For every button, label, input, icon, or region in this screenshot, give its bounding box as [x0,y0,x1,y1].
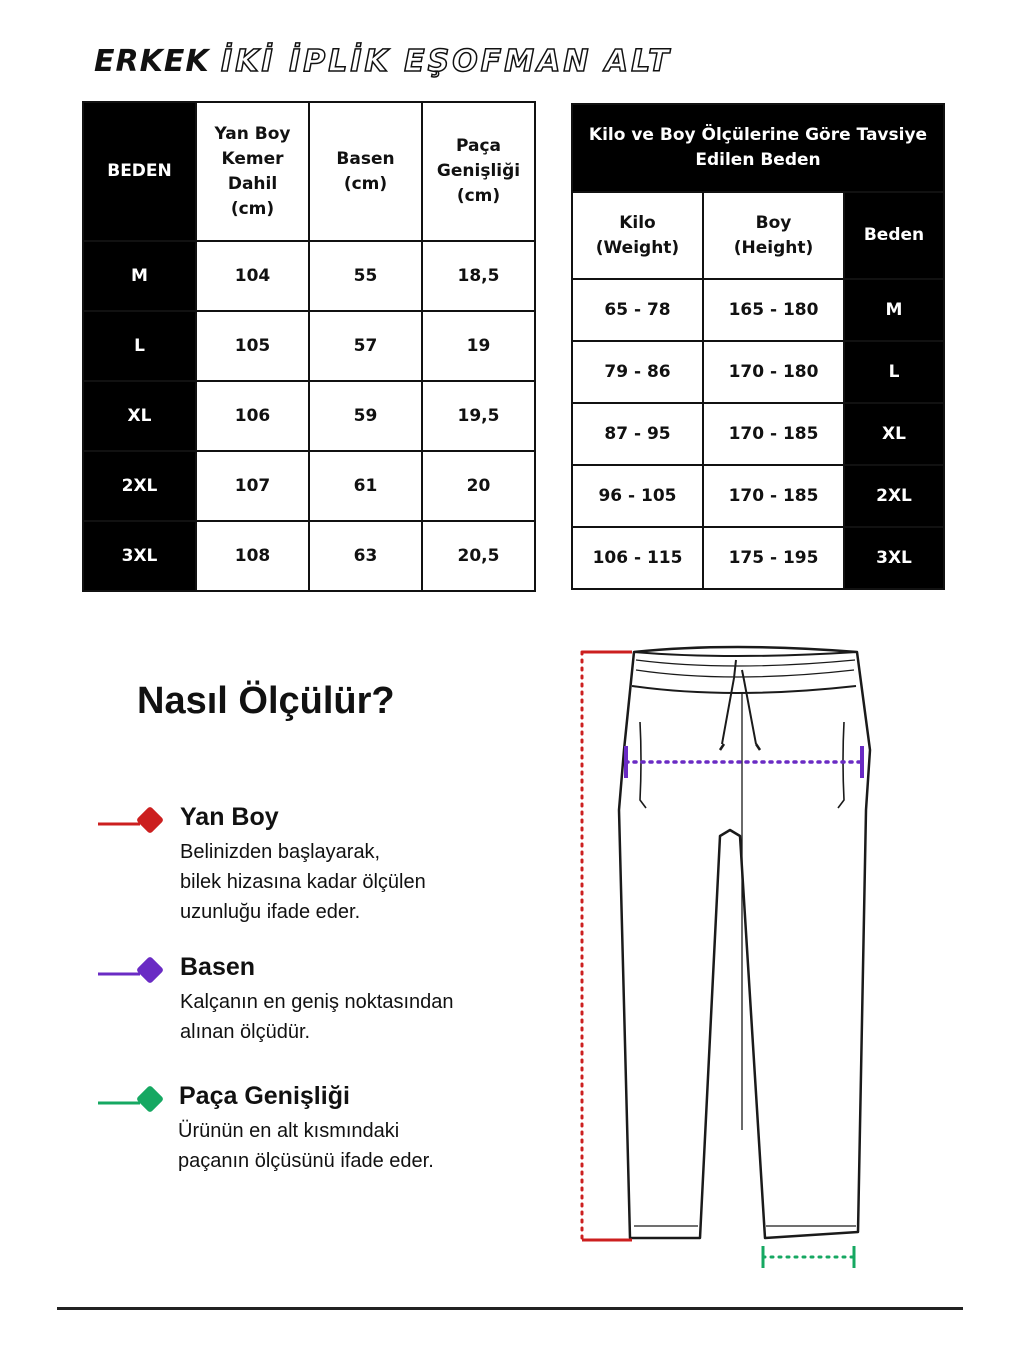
red-marker-icon [96,803,176,847]
size-label: 2XL [83,451,196,521]
column-header: Paça Genişliği (cm) [422,102,535,241]
title-outline: İKİ İPLİK EŞOFMAN ALT [221,44,672,79]
column-header: Kilo (Weight) [572,192,703,279]
table-cell: 79 - 86 [572,341,703,403]
legend-line: Belinizden başlayarak, [180,841,381,863]
legend-line: paçanın ölçüsünü ifade eder. [178,1150,434,1172]
pants-illustration [570,640,880,1280]
legend-basen [96,953,536,1043]
paca-measure-line [763,1246,854,1268]
table-cell: 20,5 [422,521,535,591]
table-row [83,451,535,521]
basen-measure-line [626,746,862,778]
table-cell: 19 [422,311,535,381]
size-table-header [83,102,535,241]
legend-paca [96,1082,536,1172]
recommendation-table [571,103,945,590]
size-label: M [844,279,944,341]
table-row [572,465,944,527]
table-cell: 170 - 185 [703,465,844,527]
column-header: Beden [844,192,944,279]
table-row [572,527,944,589]
title-bold: ERKEK [94,44,210,79]
table-cell: 106 [196,381,309,451]
table-cell: 175 - 195 [703,527,844,589]
table-cell: 57 [309,311,422,381]
table-cell: 18,5 [422,241,535,311]
size-label: M [83,241,196,311]
size-label: XL [83,381,196,451]
purple-marker-icon [96,953,176,997]
recommendation-header [572,192,944,279]
recommendation-title-row [572,104,944,192]
table-row [83,521,535,591]
table-cell: 108 [196,521,309,591]
column-header: Basen (cm) [309,102,422,241]
size-label: L [83,311,196,381]
pants-outline [619,647,870,1238]
table-row [572,341,944,403]
table-cell: 107 [196,451,309,521]
legend-title: Yan Boy [180,803,279,831]
green-marker-icon [96,1082,176,1126]
legend-line: Kalçanın en geniş noktasından [180,991,454,1013]
legend-description [180,987,454,1047]
size-label: XL [844,403,944,465]
legend-description [178,1116,434,1176]
column-header: Boy (Height) [703,192,844,279]
table-cell: 96 - 105 [572,465,703,527]
bottom-divider [57,1307,963,1310]
size-label: 3XL [844,527,944,589]
table-cell: 170 - 180 [703,341,844,403]
table-row [572,403,944,465]
column-header: BEDEN [83,102,196,241]
legend-line: alınan ölçüdür. [180,1021,311,1043]
legend-title: Paça Genişliği [179,1082,350,1110]
size-label: 3XL [83,521,196,591]
table-cell: 106 - 115 [572,527,703,589]
legend-line: bilek hizasına kadar ölçülen [180,871,426,893]
table-cell: 59 [309,381,422,451]
size-label: 2XL [844,465,944,527]
table-row [83,311,535,381]
size-table [82,101,536,592]
legend-title: Basen [180,953,256,981]
table-row [83,241,535,311]
table-cell: 87 - 95 [572,403,703,465]
table-cell: 63 [309,521,422,591]
table-cell: 105 [196,311,309,381]
table-cell: 170 - 185 [703,403,844,465]
page-title [94,40,672,84]
table-cell: 165 - 180 [703,279,844,341]
table-row [83,381,535,451]
table-cell: 65 - 78 [572,279,703,341]
size-label: L [844,341,944,403]
table-cell: 19,5 [422,381,535,451]
legend-line: Ürünün en alt kısmındaki [178,1120,400,1142]
how-to-title: Nasıl Ölçülür? [137,680,395,722]
column-header: Yan Boy Kemer Dahil (cm) [196,102,309,241]
table-cell: 55 [309,241,422,311]
legend-description [180,837,426,927]
table-row [572,279,944,341]
legend-yan-boy [96,803,536,923]
table-cell: 104 [196,241,309,311]
legend-line: uzunluğu ifade eder. [180,901,361,923]
table-cell: 61 [309,451,422,521]
table-cell: 20 [422,451,535,521]
recommendation-title: Kilo ve Boy Ölçülerine Göre Tavsiye Edilen Beden [572,104,944,192]
